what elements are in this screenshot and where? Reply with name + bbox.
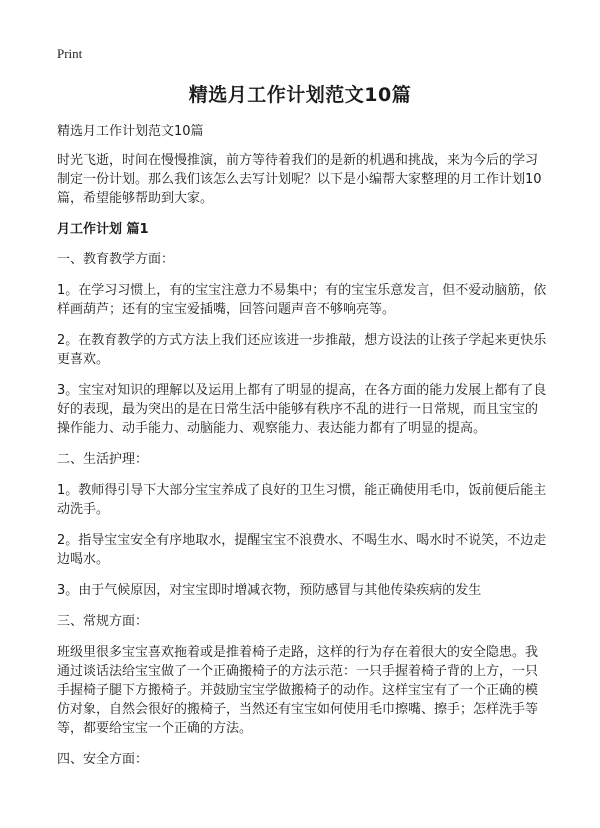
paragraph-item: 2。指导宝宝安全有序地取水，提醒宝宝不浪费水、不喝生水、喝水时不说笑，不边走边喝水。 [57, 533, 547, 567]
paragraph-item: 2。在教育教学的方式方法上我们还应该进一步推敲，想方设法的让孩子学起来更快乐更喜欢。 [57, 333, 547, 367]
section-heading: 月工作计划 篇1 [57, 222, 149, 237]
section-label-routine: 三、常规方面： [57, 614, 149, 629]
paragraph-item: 1。教师得引导下大部分宝宝养成了良好的卫生习惯，能正确使用毛巾，饭前便后能主动洗手。 [57, 483, 547, 517]
paragraph-item: 3。由于气候原因，对宝宝即时增减衣物，预防感冒与其他传染疾病的发生 [57, 583, 482, 598]
section-label-care: 二、生活护理： [57, 452, 149, 467]
paragraph-item: 3。宝宝对知识的理解以及运用上都有了明显的提高，在各方面的能力发展上都有了良好的表现，最为突出的是在日常生活中能够有秩序不乱的进行一日常规，而且宝宝的操作能力、动手能力、动脑能力、观察能力、表达能力都有了明显的提高。 [57, 383, 547, 436]
section-label-safety: 四、安全方面： [57, 752, 149, 767]
paragraph-item: 班级里很多宝宝喜欢拖着或是推着椅子走路，这样的行为存在着很大的安全隐患。我通过谈话法给宝宝做了一个正确搬椅子的方法示范：一只手握着椅子背的上方，一只手握椅子腿下方搬椅子。并鼓励宝宝学做搬椅子的动作。这样宝宝有了一个正确的模仿对象，自然会很好的搬椅子，当然还有宝宝如何使用毛巾擦嘴、擦手；怎样洗手等等，都要给宝宝一个正确的方法。 [57, 645, 539, 736]
print-link[interactable]: Print [57, 46, 83, 61]
section-label-education: 一、教育教学方面： [57, 252, 175, 267]
intro-paragraph: 时光飞逝，时间在慢慢推演，前方等待着我们的是新的机遇和挑战，来为今后的学习制定一份计划。那么我们该怎么去写计划呢？以下是小编帮大家整理的月工作计划10篇，希望能够帮助到大家。 [57, 153, 542, 206]
paragraph-item: 1。在学习习惯上，有的宝宝注意力不易集中；有的宝宝乐意发言，但不爱动脑筋，依样画葫芦；还有的宝宝爱插嘴，回答问题声音不够响亮等。 [57, 283, 547, 317]
document-body [57, 122, 547, 781]
document-subtitle: 精选月工作计划范文10篇 [57, 124, 204, 139]
document-title: 精选月工作计划范文10篇 [188, 84, 412, 106]
